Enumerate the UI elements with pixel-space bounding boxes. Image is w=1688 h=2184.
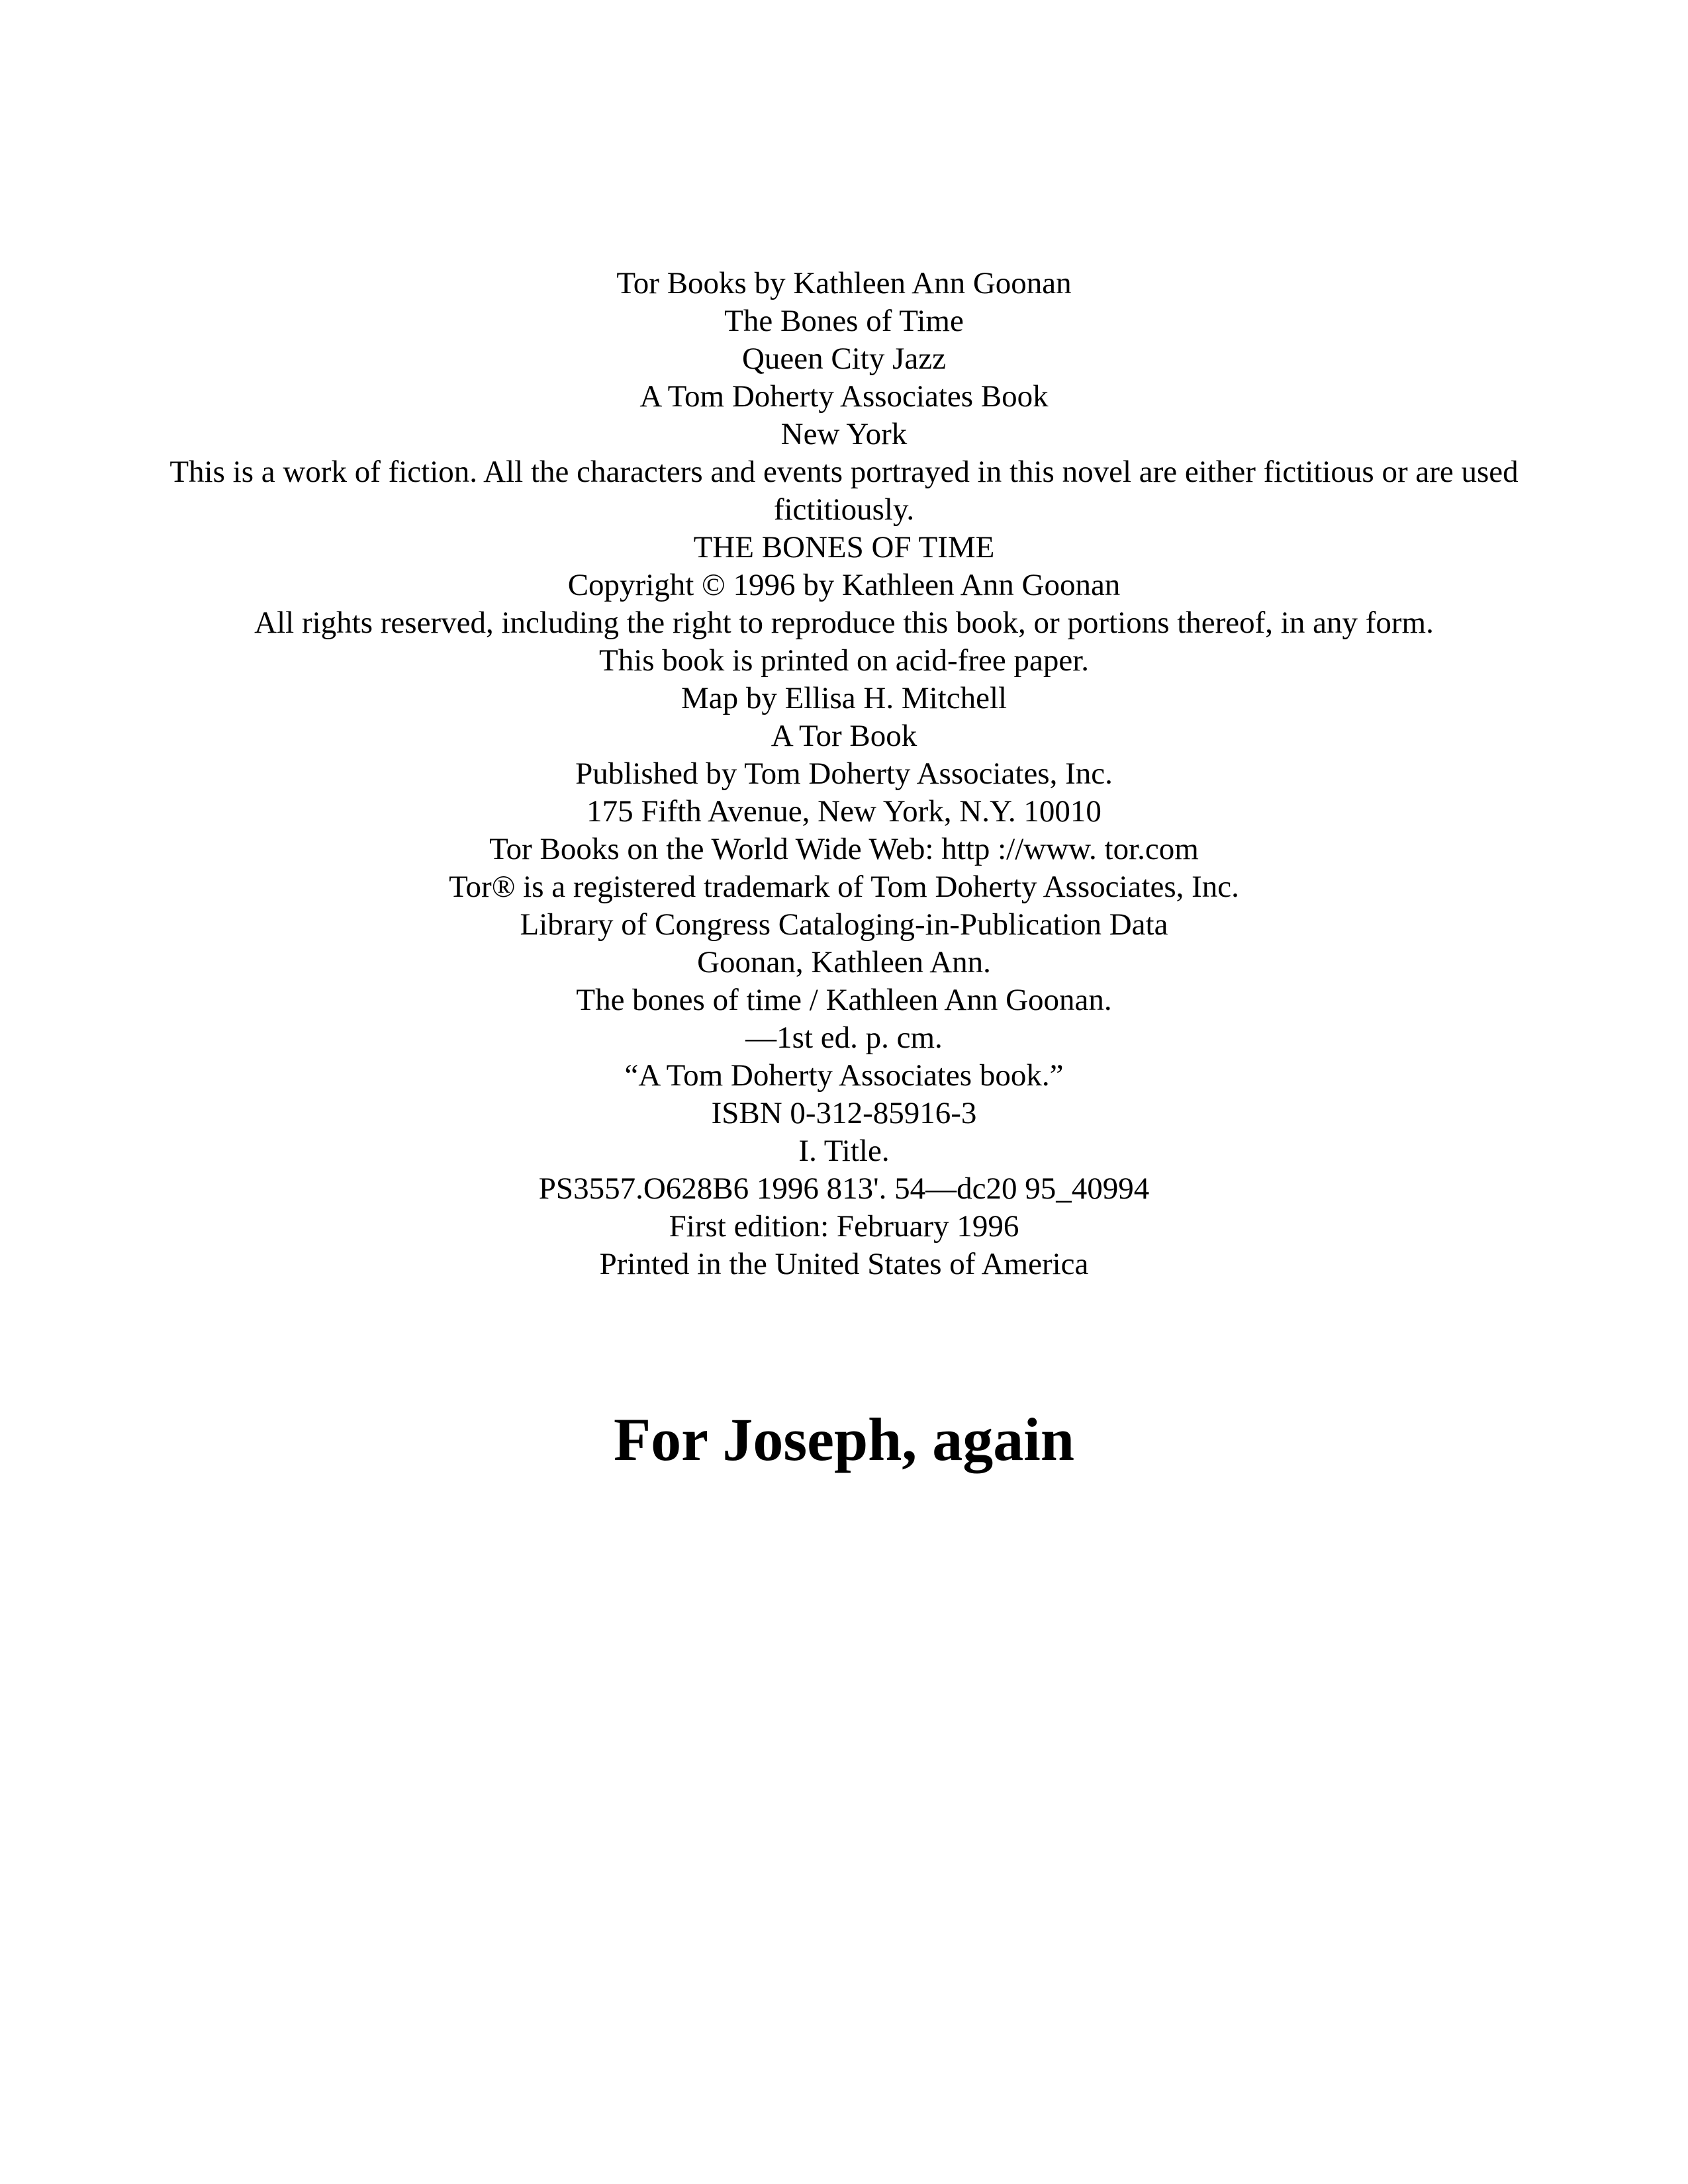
edition-date: First edition: February 1996 [669, 1209, 1019, 1244]
publisher-name: Published by Tom Doherty Associates, Inc. [575, 756, 1113, 791]
cip-title: The bones of time / Kathleen Ann Goonan. [576, 983, 1112, 1017]
publisher-website: Tor Books on the World Wide Web: http ://www. tor.com [489, 832, 1199, 866]
printed-in: Printed in the United States of America [599, 1247, 1089, 1281]
cip-heading: Library of Congress Cataloging-in-Publication Data [520, 907, 1168, 942]
other-book-title: Queen City Jazz [741, 341, 946, 376]
other-book-title: The Bones of Time [724, 304, 964, 338]
book-title-caps: THE BONES OF TIME [693, 530, 995, 565]
cip-author: Goonan, Kathleen Ann. [697, 945, 991, 979]
call-number: PS3557.O628B6 1996 813'. 54—dc20 95_40994 [538, 1171, 1150, 1206]
paper-note: This book is printed on acid-free paper. [598, 643, 1090, 678]
publisher-line: A Tom Doherty Associates Book [639, 379, 1049, 414]
publisher-city: New York [780, 417, 908, 451]
trademark-notice: Tor® is a registered trademark of Tom Doherty Associates, Inc. [449, 870, 1239, 904]
cip-edition: —1st ed. p. cm. [745, 1021, 943, 1055]
publisher-address: 175 Fifth Avenue, New York, N.Y. 10010 [586, 794, 1102, 829]
cip-subject: I. Title. [798, 1134, 890, 1168]
imprint-line: A Tor Book [771, 719, 917, 753]
rights-reserved: All rights reserved, including the right to reproduce this book, or portions thereof, in any form. [254, 606, 1434, 640]
copyright-notice: Copyright © 1996 by Kathleen Ann Goonan [567, 568, 1121, 602]
copyright-page-text [132, 265, 1556, 1283]
dedication: For Joseph, again [613, 1406, 1075, 1473]
other-books-heading: Tor Books by Kathleen Ann Goonan [616, 266, 1072, 300]
map-credit: Map by Ellisa H. Mitchell [680, 681, 1008, 715]
isbn: ISBN 0-312-85916-3 [711, 1096, 977, 1130]
fiction-disclaimer: This is a work of fiction. All the characters and events portrayed in this novel are either fictitious or are used fictitiously. [169, 455, 1519, 527]
cip-note: “A Tom Doherty Associates book.” [624, 1058, 1064, 1093]
